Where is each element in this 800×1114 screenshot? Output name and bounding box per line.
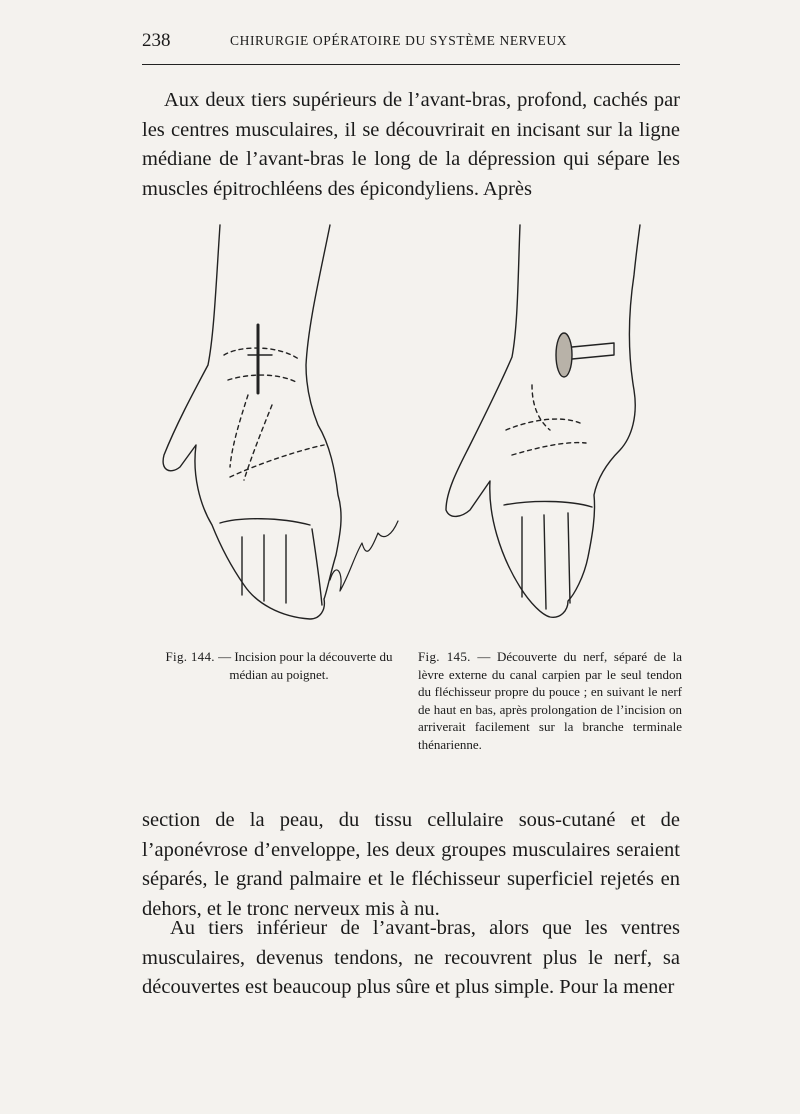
paragraph-bottom: Au tiers inférieur de l’avant-bras, alors que les ventres musculaires, devenus tendons, ne recouvrent plus le nerf, sa découvertes est beaucoup plus sûre et plus simple. Pour la mener bbox=[142, 917, 680, 998]
hand-illustrations bbox=[140, 205, 680, 645]
running-title: CHIRURGIE OPÉRATOIRE DU SYSTÈME NERVEUX bbox=[230, 33, 568, 48]
figure-144-hand-drawing bbox=[163, 225, 341, 619]
figure-145-hand-drawing bbox=[446, 225, 640, 617]
figure-144-label: Fig. 144. bbox=[165, 649, 215, 664]
figure-144-caption bbox=[148, 648, 410, 683]
paragraph-continuation: section de la peau, du tissu cellulaire sous-cutané et de l’aponévrose d’enveloppe, les deux groupes musculaires seraient séparés, le grand palmaire et le fléchisseur superficiel rejetés en dehors, et le tronc nerveux mis à nu. bbox=[142, 809, 680, 920]
header-rule bbox=[142, 64, 680, 65]
figure-145-caption bbox=[418, 648, 682, 753]
figure-145-text: — Découverte du nerf, séparé de la lèvre externe du canal carpien par le seul tendon du fléchisseur propre du pouce ; en suivant le nerf de haut en bas, après prolongation de l’incision on arriverait facilement sur la branche terminale thénarienne. bbox=[418, 649, 683, 752]
figure-144-text: — Incision pour la découverte du médian au poignet. bbox=[218, 649, 393, 682]
figure-145-label: Fig. 145. bbox=[418, 649, 471, 664]
page-number: 238 bbox=[142, 30, 171, 51]
paragraph-top: Aux deux tiers supérieurs de l’avant-bras, profond, cachés par les centres musculaires, il se découvrirait en incisant sur la ligne médiane de l’avant-bras le long de la dépression qui sépare les muscles épitrochléens des épicondyliens. Après bbox=[142, 89, 680, 200]
